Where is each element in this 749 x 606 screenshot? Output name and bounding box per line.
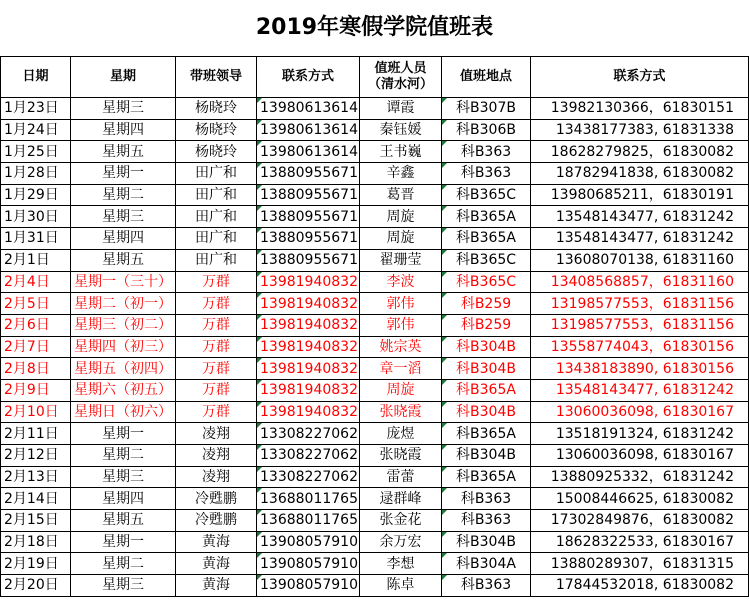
table-row — [1, 141, 749, 163]
cell-leader: 万群 — [176, 271, 257, 293]
cell-weekday: 星期三（初二） — [71, 314, 176, 336]
cell-weekday: 星期二 — [71, 445, 176, 467]
cell-duty-person: 周旋 — [360, 206, 442, 228]
cell-leader-phone: 13880955671 — [257, 184, 360, 206]
cell-leader: 田广和 — [176, 184, 257, 206]
cell-leader: 黄海 — [176, 553, 257, 575]
cell-leader: 田广和 — [176, 228, 257, 250]
header-location: 值班地点 — [442, 57, 531, 98]
cell-leader: 杨晓玲 — [176, 141, 257, 163]
cell-leader: 万群 — [176, 401, 257, 423]
cell-date: 2月13日 — [1, 466, 71, 488]
table-row — [1, 466, 749, 488]
cell-leader: 田广和 — [176, 249, 257, 271]
table-body — [1, 98, 749, 597]
table-row — [1, 271, 749, 293]
table-row — [1, 488, 749, 510]
table-row — [1, 293, 749, 315]
cell-contact: 13980685211，61830191 — [531, 184, 749, 206]
cell-date: 1月25日 — [1, 141, 71, 163]
cell-leader: 万群 — [176, 314, 257, 336]
cell-leader-phone: 13880955671 — [257, 163, 360, 185]
cell-leader: 杨晓玲 — [176, 98, 257, 120]
table-row — [1, 163, 749, 185]
cell-weekday: 星期三 — [71, 466, 176, 488]
cell-location: 科B304B — [442, 358, 531, 380]
cell-leader-phone: 13908057910 — [257, 531, 360, 553]
cell-contact: 18628322533, 61830167 — [531, 531, 749, 553]
header-leader-phone: 联系方式 — [257, 57, 360, 98]
cell-leader-phone: 13308227062 — [257, 466, 360, 488]
cell-weekday: 星期二（初一） — [71, 293, 176, 315]
cell-date: 2月9日 — [1, 379, 71, 401]
cell-location: 科B365C — [442, 184, 531, 206]
table-row — [1, 553, 749, 575]
cell-contact: 13548143477, 61831242 — [531, 379, 749, 401]
cell-duty-person: 葛晋 — [360, 184, 442, 206]
cell-contact: 13982130366，61830151 — [531, 98, 749, 120]
table-row — [1, 206, 749, 228]
cell-duty-person: 秦钰媛 — [360, 119, 442, 141]
cell-location: 科B304B — [442, 336, 531, 358]
cell-location: 科B363 — [442, 510, 531, 532]
header-contact: 联系方式 — [531, 57, 749, 98]
cell-leader-phone: 13308227062 — [257, 423, 360, 445]
cell-contact: 18628279825，61830082 — [531, 141, 749, 163]
cell-date: 2月18日 — [1, 531, 71, 553]
table-row — [1, 531, 749, 553]
cell-leader: 凌翔 — [176, 445, 257, 467]
cell-date: 1月30日 — [1, 206, 71, 228]
header-weekday: 星期 — [71, 57, 176, 98]
cell-leader: 冷甦鹏 — [176, 488, 257, 510]
cell-duty-person: 李波 — [360, 271, 442, 293]
cell-weekday: 星期三 — [71, 206, 176, 228]
cell-weekday: 星期五 — [71, 510, 176, 532]
cell-location: 科B306B — [442, 119, 531, 141]
cell-weekday: 星期三 — [71, 575, 176, 597]
cell-leader: 杨晓玲 — [176, 119, 257, 141]
cell-duty-person: 周旋 — [360, 379, 442, 401]
cell-leader: 黄海 — [176, 531, 257, 553]
cell-leader-phone: 13880955671 — [257, 206, 360, 228]
cell-contact: 13880289307，61831315 — [531, 553, 749, 575]
table-row — [1, 184, 749, 206]
cell-weekday: 星期一 — [71, 423, 176, 445]
cell-duty-person: 张晓霞 — [360, 445, 442, 467]
cell-leader-phone: 13981940832 — [257, 358, 360, 380]
cell-duty-person: 翟珊莹 — [360, 249, 442, 271]
cell-duty-person: 章一滔 — [360, 358, 442, 380]
cell-contact: 13518191324, 61831242 — [531, 423, 749, 445]
cell-contact: 18782941838, 61830082 — [531, 163, 749, 185]
cell-contact: 13880925332，61831242 — [531, 466, 749, 488]
cell-contact: 13198577553，61831156 — [531, 314, 749, 336]
cell-location: 科B365A — [442, 379, 531, 401]
cell-leader: 黄海 — [176, 575, 257, 597]
cell-leader-phone: 13880955671 — [257, 228, 360, 250]
cell-duty-person: 李想 — [360, 553, 442, 575]
cell-leader-phone: 13981940832 — [257, 293, 360, 315]
cell-leader-phone: 13981940832 — [257, 401, 360, 423]
cell-leader-phone: 13880955671 — [257, 249, 360, 271]
cell-date: 2月6日 — [1, 314, 71, 336]
cell-location: 科B363 — [442, 141, 531, 163]
cell-location: 科B304B — [442, 401, 531, 423]
cell-leader-phone: 13981940832 — [257, 336, 360, 358]
table-row — [1, 358, 749, 380]
cell-weekday: 星期一 — [71, 531, 176, 553]
cell-contact: 13060036098, 61830167 — [531, 445, 749, 467]
cell-duty-person: 张晓霞 — [360, 401, 442, 423]
cell-leader: 凌翔 — [176, 423, 257, 445]
cell-date: 2月19日 — [1, 553, 71, 575]
cell-leader-phone: 13981940832 — [257, 271, 360, 293]
table-row — [1, 510, 749, 532]
cell-leader: 凌翔 — [176, 466, 257, 488]
cell-duty-person: 周旋 — [360, 228, 442, 250]
cell-location: 科B365A — [442, 228, 531, 250]
cell-leader-phone: 13981940832 — [257, 379, 360, 401]
cell-duty-person: 郭伟 — [360, 314, 442, 336]
cell-leader-phone: 13981940832 — [257, 314, 360, 336]
cell-weekday: 星期三 — [71, 98, 176, 120]
cell-duty-person: 余万宏 — [360, 531, 442, 553]
cell-weekday: 星期四 — [71, 119, 176, 141]
cell-weekday: 星期四 — [71, 228, 176, 250]
cell-weekday: 星期二 — [71, 553, 176, 575]
cell-date: 1月28日 — [1, 163, 71, 185]
page-title: 2019年寒假学院值班表 — [255, 15, 494, 40]
cell-date: 1月31日 — [1, 228, 71, 250]
cell-contact: 13408568857，61831160 — [531, 271, 749, 293]
cell-weekday: 星期日（初六） — [71, 401, 176, 423]
header-date: 日期 — [1, 57, 71, 98]
table-row — [1, 401, 749, 423]
cell-contact: 13558774043，61830156 — [531, 336, 749, 358]
table-row — [1, 445, 749, 467]
cell-weekday: 星期一 — [71, 163, 176, 185]
cell-duty-person: 郭伟 — [360, 293, 442, 315]
cell-contact: 17844532018, 61830082 — [531, 575, 749, 597]
cell-date: 1月29日 — [1, 184, 71, 206]
cell-location: 科B307B — [442, 98, 531, 120]
table-row — [1, 228, 749, 250]
cell-location: 科B365A — [442, 466, 531, 488]
cell-date: 2月8日 — [1, 358, 71, 380]
table-row — [1, 379, 749, 401]
cell-date: 2月5日 — [1, 293, 71, 315]
cell-location: 科B363 — [442, 488, 531, 510]
cell-leader: 万群 — [176, 336, 257, 358]
cell-leader: 万群 — [176, 379, 257, 401]
cell-contact: 15008446625, 61830082 — [531, 488, 749, 510]
cell-location: 科B365A — [442, 206, 531, 228]
cell-date: 2月10日 — [1, 401, 71, 423]
cell-leader: 田广和 — [176, 206, 257, 228]
cell-date: 2月15日 — [1, 510, 71, 532]
cell-location: 科B259 — [442, 293, 531, 315]
cell-location: 科B363 — [442, 575, 531, 597]
cell-date: 2月12日 — [1, 445, 71, 467]
cell-leader-phone: 13908057910 — [257, 575, 360, 597]
cell-date: 2月4日 — [1, 271, 71, 293]
cell-date: 2月7日 — [1, 336, 71, 358]
cell-duty-person: 姚宗英 — [360, 336, 442, 358]
cell-date: 1月24日 — [1, 119, 71, 141]
table-row — [1, 249, 749, 271]
table-row — [1, 98, 749, 120]
cell-leader-phone: 13688011765 — [257, 488, 360, 510]
cell-contact: 13608070138, 61831160 — [531, 249, 749, 271]
cell-contact: 13060036098, 61830167 — [531, 401, 749, 423]
cell-weekday: 星期四 — [71, 488, 176, 510]
cell-duty-person: 庞煜 — [360, 423, 442, 445]
cell-weekday: 星期四（初三） — [71, 336, 176, 358]
cell-location: 科B259 — [442, 314, 531, 336]
cell-weekday: 星期五 — [71, 141, 176, 163]
table-row — [1, 336, 749, 358]
cell-location: 科B365A — [442, 423, 531, 445]
header-row — [1, 57, 749, 98]
cell-date: 2月1日 — [1, 249, 71, 271]
header-duty-person — [360, 57, 442, 98]
table-row — [1, 423, 749, 445]
cell-leader-phone: 13980613614 — [257, 98, 360, 120]
cell-leader-phone: 13980613614 — [257, 119, 360, 141]
cell-weekday: 星期一（三十） — [71, 271, 176, 293]
cell-leader: 万群 — [176, 293, 257, 315]
cell-location: 科B304B — [442, 445, 531, 467]
cell-date: 2月14日 — [1, 488, 71, 510]
cell-contact: 13548143477, 61831242 — [531, 228, 749, 250]
cell-contact: 13198577553，61831156 — [531, 293, 749, 315]
cell-duty-person: 辛鑫 — [360, 163, 442, 185]
cell-leader: 田广和 — [176, 163, 257, 185]
header-duty-person-line1: 值班人员 — [374, 61, 427, 76]
cell-leader: 万群 — [176, 358, 257, 380]
cell-duty-person: 谭霞 — [360, 98, 442, 120]
cell-weekday: 星期五 — [71, 249, 176, 271]
cell-duty-person: 张金花 — [360, 510, 442, 532]
cell-location: 科B365C — [442, 249, 531, 271]
cell-date: 2月20日 — [1, 575, 71, 597]
cell-leader-phone: 13908057910 — [257, 553, 360, 575]
cell-contact: 13438183890, 61830156 — [531, 358, 749, 380]
cell-location: 科B365C — [442, 271, 531, 293]
cell-date: 1月23日 — [1, 98, 71, 120]
cell-weekday: 星期二 — [71, 184, 176, 206]
cell-duty-person: 雷蕾 — [360, 466, 442, 488]
cell-location: 科B304A — [442, 553, 531, 575]
cell-leader-phone: 13688011765 — [257, 510, 360, 532]
cell-date: 2月11日 — [1, 423, 71, 445]
cell-duty-person: 王书巍 — [360, 141, 442, 163]
cell-leader: 冷甦鹏 — [176, 510, 257, 532]
cell-location: 科B363 — [442, 163, 531, 185]
header-leader: 带班领导 — [176, 57, 257, 98]
cell-weekday: 星期六（初五） — [71, 379, 176, 401]
cell-contact: 17302849876，61830082 — [531, 510, 749, 532]
cell-leader-phone: 13980613614 — [257, 141, 360, 163]
cell-contact: 13438177383, 61831338 — [531, 119, 749, 141]
table-row — [1, 119, 749, 141]
cell-weekday: 星期五（初四） — [71, 358, 176, 380]
cell-duty-person: 逯群峰 — [360, 488, 442, 510]
cell-leader-phone: 13308227062 — [257, 445, 360, 467]
cell-duty-person: 陈卓 — [360, 575, 442, 597]
cell-location: 科B304B — [442, 531, 531, 553]
header-duty-person-line2: （清水河） — [367, 77, 433, 92]
table-row — [1, 575, 749, 597]
cell-contact: 13548143477, 61831242 — [531, 206, 749, 228]
duty-schedule-table — [0, 56, 749, 597]
table-row — [1, 314, 749, 336]
